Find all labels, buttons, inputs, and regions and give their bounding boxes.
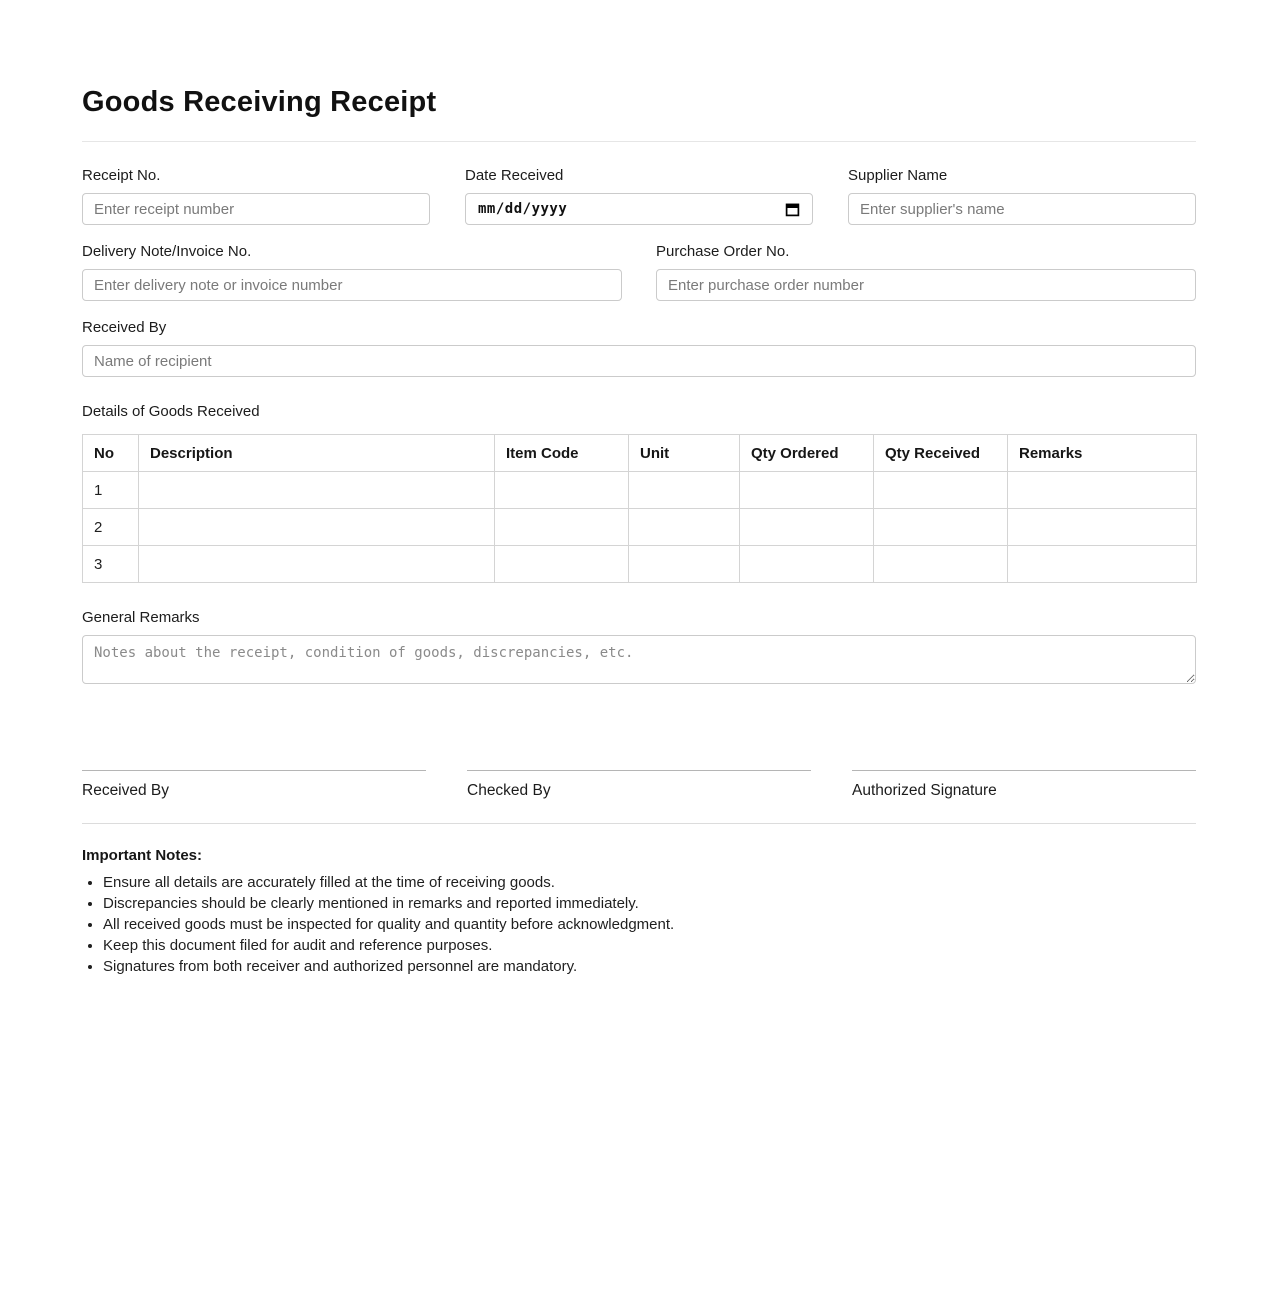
qty-received-cell [874, 546, 1008, 583]
signature-checked-by [467, 770, 811, 800]
row-no-cell: 1 [83, 472, 139, 509]
remarks-cell [1008, 546, 1197, 583]
form-row-1 [82, 166, 1196, 225]
qty-ordered-cell [740, 546, 874, 583]
table-row [83, 546, 1197, 583]
general-remarks-block [82, 608, 1196, 688]
supplier-name-label: Supplier Name [848, 167, 948, 184]
remarks-cell [1008, 509, 1197, 546]
qty-ordered-cell [740, 509, 874, 546]
description-cell [139, 509, 495, 546]
receipt-no-field-group [82, 166, 430, 225]
signature-authorized [852, 770, 1196, 800]
unit-cell [629, 472, 740, 509]
page-title: Goods Receiving Receipt [82, 86, 437, 118]
signature-label: Checked By [467, 782, 551, 799]
supplier-name-input[interactable] [848, 193, 1196, 225]
date-received-field-group [465, 166, 813, 225]
receipt-no-input[interactable] [82, 193, 430, 225]
goods-table-header-row [83, 435, 1197, 472]
col-header-qty-ordered: Qty Ordered [740, 435, 874, 472]
table-row [83, 472, 1197, 509]
calendar-icon[interactable] [785, 202, 800, 217]
qty-ordered-cell [740, 472, 874, 509]
general-remarks-textarea[interactable] [82, 635, 1196, 684]
col-header-qty-received: Qty Received [874, 435, 1008, 472]
col-header-no: No [83, 435, 139, 472]
signature-label: Authorized Signature [852, 782, 997, 799]
qty-received-cell [874, 472, 1008, 509]
note-item: • Keep this document filed for audit and reference purposes. [103, 935, 1196, 956]
col-header-description: Description [139, 435, 495, 472]
date-value: mm/dd/yyyy [478, 201, 568, 217]
goods-table-section-label: Details of Goods Received [82, 403, 260, 420]
qty-received-cell [874, 509, 1008, 546]
signature-received-by [82, 770, 426, 800]
delivery-note-label: Delivery Note/Invoice No. [82, 243, 252, 260]
date-received-label: Date Received [465, 167, 564, 184]
note-item: • Signatures from both receiver and authorized personnel are mandatory. [103, 956, 1196, 977]
col-header-remarks: Remarks [1008, 435, 1197, 472]
purchase-order-field-group [656, 242, 1196, 301]
form-row-2 [82, 242, 1196, 301]
note-item: • Discrepancies should be clearly mentioned in remarks and reported immediately. [103, 893, 1196, 914]
title-divider [82, 141, 1196, 142]
item-code-cell [495, 472, 629, 509]
form-row-3 [82, 318, 1196, 377]
important-notes-list [82, 872, 1196, 977]
col-header-unit: Unit [629, 435, 740, 472]
delivery-note-field-group [82, 242, 622, 301]
signature-label: Received By [82, 782, 170, 799]
remarks-cell [1008, 472, 1197, 509]
important-notes-section [82, 847, 1196, 977]
date-received-input[interactable] [465, 193, 813, 225]
form-container [82, 0, 1196, 977]
note-item: • All received goods must be inspected for quality and quantity before acknowledgment. [103, 914, 1196, 935]
purchase-order-label: Purchase Order No. [656, 243, 790, 260]
item-code-cell [495, 546, 629, 583]
delivery-note-input[interactable] [82, 269, 622, 301]
purchase-order-input[interactable] [656, 269, 1196, 301]
description-cell [139, 472, 495, 509]
receipt-no-label: Receipt No. [82, 167, 161, 184]
supplier-name-field-group [848, 166, 1196, 225]
footer-divider [82, 823, 1196, 824]
note-item: • Ensure all details are accurately filled at the time of receiving goods. [103, 872, 1196, 893]
unit-cell [629, 509, 740, 546]
goods-table [82, 434, 1197, 583]
received-by-input[interactable] [82, 345, 1196, 377]
received-by-label: Received By [82, 319, 167, 336]
row-no-cell: 3 [83, 546, 139, 583]
general-remarks-label: General Remarks [82, 609, 200, 626]
item-code-cell [495, 509, 629, 546]
received-by-field-group [82, 318, 1196, 377]
unit-cell [629, 546, 740, 583]
signature-row [82, 770, 1196, 800]
col-header-item-code: Item Code [495, 435, 629, 472]
table-row [83, 509, 1197, 546]
row-no-cell: 2 [83, 509, 139, 546]
important-notes-heading: Important Notes: [82, 847, 202, 864]
description-cell [139, 546, 495, 583]
